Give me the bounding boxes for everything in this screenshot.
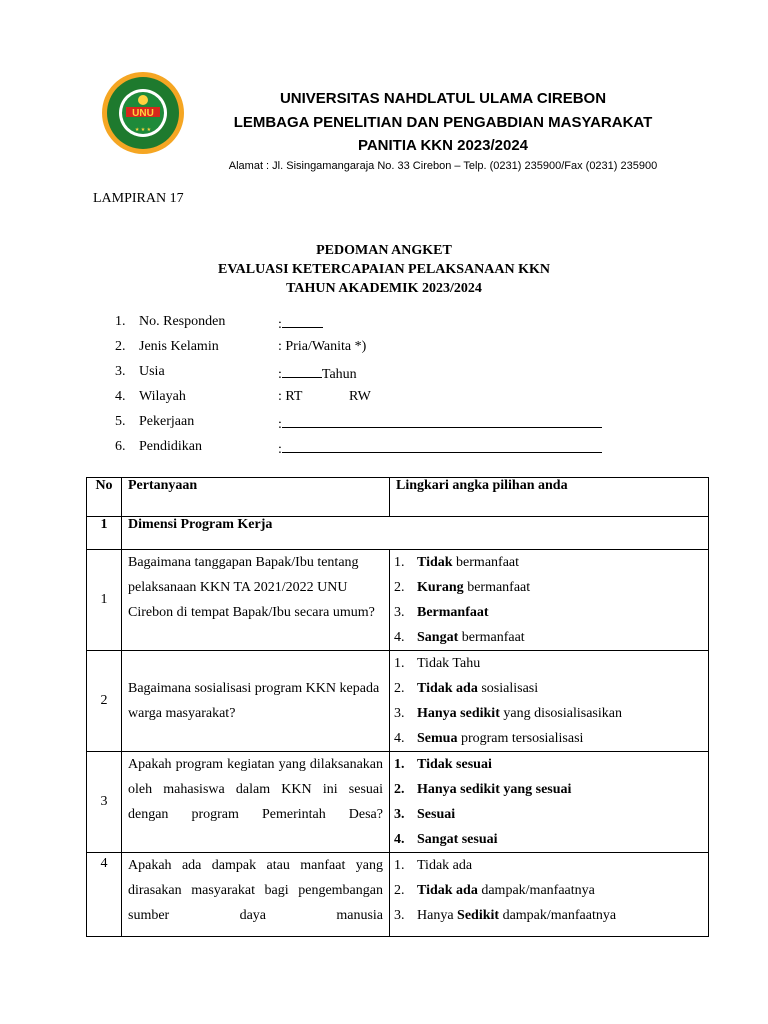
question-text: Bagaimana sosialisasi program KKN kepada warga masyarakat? xyxy=(128,681,380,721)
field-no-responden: 1. No. Responden : xyxy=(115,312,615,332)
university-name: UNIVERSITAS NAHDLATUL ULAMA CIREBON xyxy=(279,90,607,107)
question-text: Apakah ada dampak atau manfaat yang dirasakan masyarakat bagi pengembangan sumber daya manusia xyxy=(128,858,383,923)
header-no: No xyxy=(87,478,122,517)
field-usia: 3. Usia : Tahun xyxy=(115,364,357,382)
doc-title: PEDOMAN ANGKET xyxy=(316,243,452,258)
answer-option[interactable]: 3. Sesuai xyxy=(394,807,456,822)
doc-year: TAHUN AKADEMIK 2023/2024 xyxy=(286,281,482,296)
answer-option[interactable]: 4. Sangat sesuai xyxy=(394,832,498,847)
field-pekerjaan: 5. Pekerjaan : xyxy=(115,412,615,432)
university-logo xyxy=(101,71,185,155)
table-row: 1 Bagaimana tanggapan Bapak/Ibu tentang pelaksanaan KKN TA 2021/2022 UNU Cirebon di tempat Bapak/Ibu secara umum? 1. Tidak bermanfaat 2. Kurang bermanfaat 3. Bermanfaat 4. Sangat bermanfaat xyxy=(87,550,709,651)
questionnaire-table xyxy=(86,477,709,937)
answer-option[interactable]: 2. Kurang bermanfaat xyxy=(394,580,531,595)
answer-option[interactable]: 2. Hanya sedikit yang sesuai xyxy=(394,782,572,797)
dimension-label: Dimensi Program Kerja xyxy=(122,517,709,550)
address-line: Alamat : Jl. Sisingamangaraja No. 33 Cirebon – Telp. (0231) 235900/Fax (0231) 235900 xyxy=(228,160,658,172)
answer-option[interactable]: 1. Tidak bermanfaat xyxy=(394,555,520,570)
usia-blank[interactable] xyxy=(282,362,322,378)
attachment-label: LAMPIRAN 17 xyxy=(93,191,184,206)
question-text: Bagaimana tanggapan Bapak/Ibu tentang pelaksanaan KKN TA 2021/2022 UNU Cirebon di tempat Bapak/Ibu secara umum? xyxy=(128,555,375,620)
field-jenis-kelamin: 2. Jenis Kelamin : Pria/Wanita *) xyxy=(115,339,367,354)
table-row: 4 Apakah ada dampak atau manfaat yang dirasakan masyarakat bagi pengembangan sumber daya manusia 1. Tidak ada 2. Tidak ada dampak/manfaatnya 3. Hanya Sedikit dampak/manfaatnya xyxy=(87,853,709,937)
header-jawaban: Lingkari angka pilihan anda xyxy=(390,478,709,517)
answer-option[interactable]: 1. Tidak Tahu xyxy=(394,656,481,671)
answer-option[interactable]: 1. Tidak sesuai xyxy=(394,757,492,772)
answer-option[interactable]: 4. Sangat bermanfaat xyxy=(394,630,525,645)
table-row: 2 Bagaimana sosialisasi program KKN kepada warga masyarakat? 1. Tidak Tahu 2. Tidak ada sosialisasi 3. Hanya sedikit yang disosialisasikan 4. Semua program tersosialisasi xyxy=(87,651,709,752)
dimension-row: 1 Dimensi Program Kerja xyxy=(87,517,709,550)
table-row: 3 Apakah program kegiatan yang dilaksanakan oleh mahasiswa dalam KKN ini sesuai dengan program Pemerintah Desa? 1. Tidak sesuai 2. Hanya sedikit yang sesuai 3. Sesuai 4. Sangat sesuai xyxy=(87,752,709,853)
field-wilayah: 4. Wilayah : RT RW xyxy=(115,389,371,404)
answer-option[interactable]: 3. Hanya sedikit yang disosialisasikan xyxy=(394,706,622,721)
field-pendidikan: 6. Pendidikan : xyxy=(115,437,615,457)
answer-option[interactable]: 4. Semua program tersosialisasi xyxy=(394,731,584,746)
svg-text:★ ★ ★: ★ ★ ★ xyxy=(134,127,152,133)
answer-option[interactable]: 3. Hanya Sedikit dampak/manfaatnya xyxy=(394,908,617,923)
committee-name: PANITIA KKN 2023/2024 xyxy=(357,137,529,154)
institute-name: LEMBAGA PENELITIAN DAN PENGABDIAN MASYARAKAT xyxy=(233,114,653,131)
doc-subtitle: EVALUASI KETERCAPAIAN PELAKSANAAN KKN xyxy=(217,262,551,277)
pendidikan-blank[interactable] xyxy=(282,437,602,453)
pekerjaan-blank[interactable] xyxy=(282,412,602,428)
answer-option[interactable]: 3. Bermanfaat xyxy=(394,605,489,620)
responden-blank[interactable] xyxy=(282,312,323,328)
answer-option[interactable]: 2. Tidak ada sosialisasi xyxy=(394,681,539,696)
answer-option[interactable]: 1. Tidak ada xyxy=(394,858,473,873)
answer-option[interactable]: 2. Tidak ada dampak/manfaatnya xyxy=(394,883,595,898)
table-header-row xyxy=(87,478,709,517)
question-text: Apakah program kegiatan yang dilaksanakan oleh mahasiswa dalam KKN ini sesuai dengan program Pemerintah Desa? xyxy=(128,757,383,822)
header-pertanyaan: Pertanyaan xyxy=(122,478,390,517)
logo-text: UNU xyxy=(132,108,154,119)
